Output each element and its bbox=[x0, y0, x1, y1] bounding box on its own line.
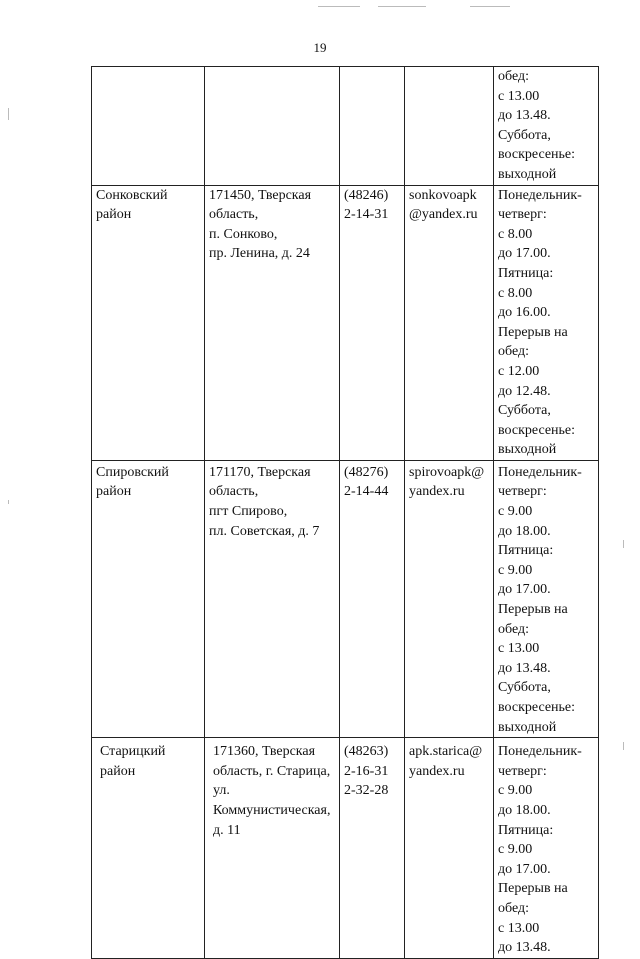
email-cell bbox=[405, 67, 494, 186]
scan-artifact-top bbox=[470, 6, 510, 7]
email-cell: spirovoapk@ yandex.ru bbox=[405, 460, 494, 737]
scan-artifact-top bbox=[318, 6, 360, 7]
address-cell: 171360, Тверская область, г. Старица, ул. Коммунистическая, д. 11 bbox=[205, 738, 340, 959]
address-cell: 171450, Тверская область, п. Сонково, пр. Ленина, д. 24 bbox=[205, 185, 340, 460]
scan-artifact-left bbox=[8, 108, 9, 120]
schedule-cell: Понедельник- четверг: с 9.00 до 18.00. Пятница: с 9.00 до 17.00. Перерыв на обед: с 13.00 до 13.48. bbox=[494, 738, 599, 959]
address-cell: 171170, Тверская область, пгт Спирово, пл. Советская, д. 7 bbox=[205, 460, 340, 737]
scan-artifact-right bbox=[623, 742, 624, 750]
table-row bbox=[92, 460, 599, 737]
table-row bbox=[92, 67, 599, 186]
phone-cell bbox=[340, 67, 405, 186]
schedule-cell: обед: с 13.00 до 13.48. Суббота, воскресенье: выходной bbox=[494, 67, 599, 186]
schedule-cell: Понедельник- четверг: с 9.00 до 18.00. Пятница: с 9.00 до 17.00. Перерыв на обед: с 13.00 до 13.48. Суббота, воскресенье: выходной bbox=[494, 460, 599, 737]
scan-artifact-right bbox=[623, 540, 624, 548]
district-cell bbox=[92, 67, 205, 186]
table-row bbox=[92, 738, 599, 959]
address-cell bbox=[205, 67, 340, 186]
phone-cell: (48263) 2-16-31 2-32-28 bbox=[340, 738, 405, 959]
district-cell: Спировский район bbox=[92, 460, 205, 737]
email-cell: sonkovoapk @yandex.ru bbox=[405, 185, 494, 460]
scan-artifact-left bbox=[8, 500, 9, 504]
page-number: 19 bbox=[313, 40, 327, 55]
district-cell: Старицкий район bbox=[92, 738, 205, 959]
contacts-table bbox=[91, 66, 599, 959]
phone-cell: (48276) 2-14-44 bbox=[340, 460, 405, 737]
table-row bbox=[92, 185, 599, 460]
district-cell: Сонковский район bbox=[92, 185, 205, 460]
schedule-cell: Понедельник- четверг: с 8.00 до 17.00. Пятница: с 8.00 до 16.00. Перерыв на обед: с 12.00 до 12.48. Суббота, воскресенье: выходной bbox=[494, 185, 599, 460]
phone-cell: (48246) 2-14-31 bbox=[340, 185, 405, 460]
scan-artifact-top bbox=[378, 6, 426, 7]
email-cell: apk.starica@ yandex.ru bbox=[405, 738, 494, 959]
